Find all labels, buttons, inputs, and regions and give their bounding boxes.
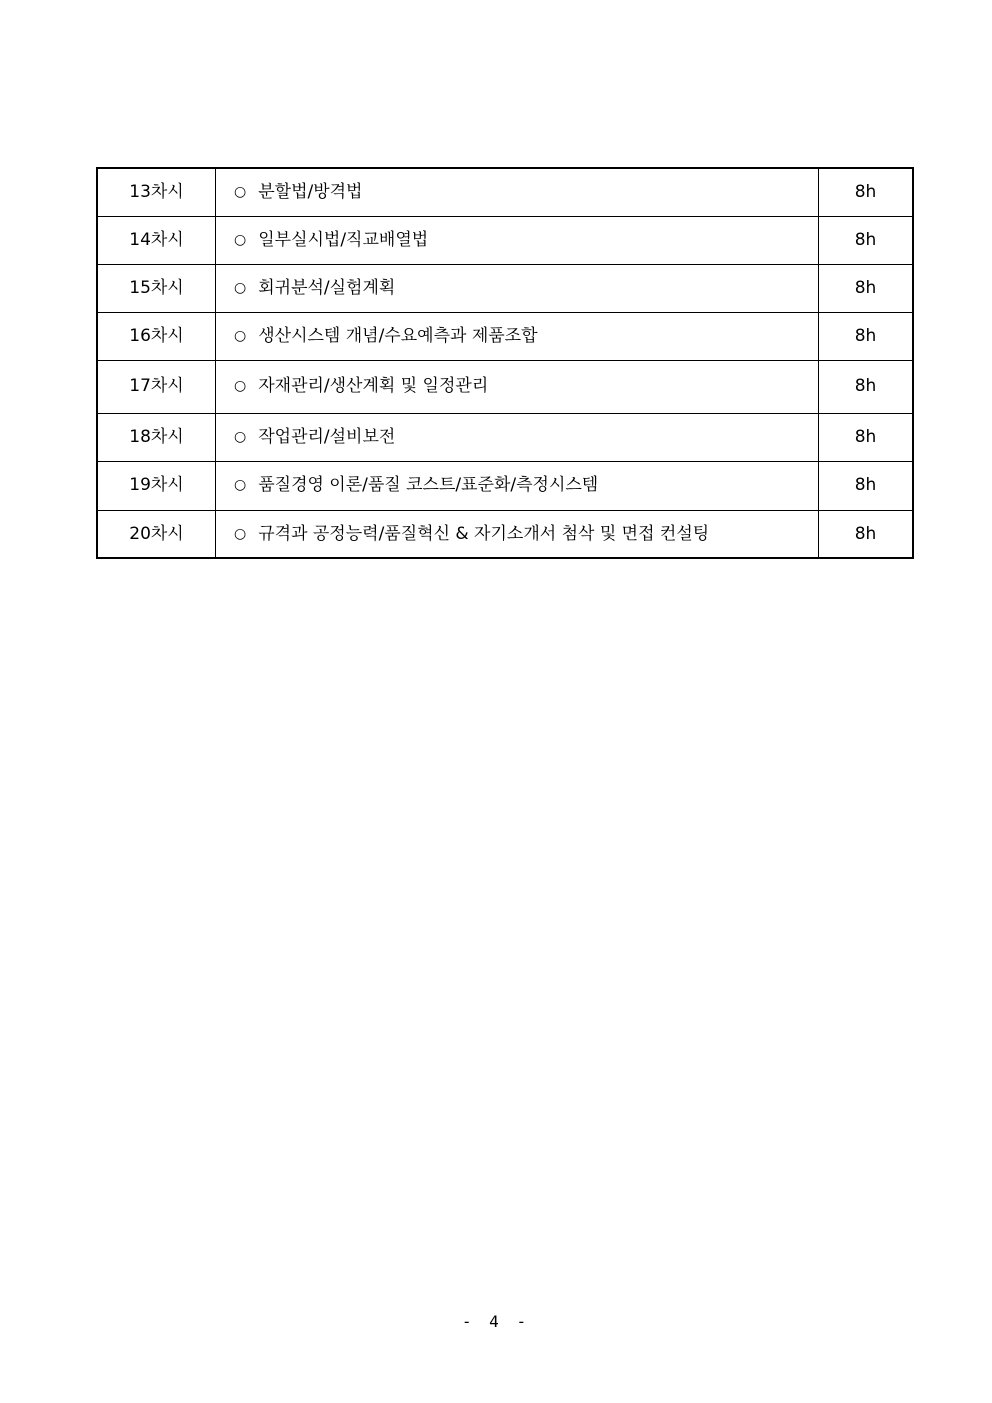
session-cell: 16차시 — [97, 312, 216, 360]
content-cell — [216, 461, 819, 510]
content-text: 작업관리/설비보전 — [258, 426, 396, 447]
session-cell: 17차시 — [97, 360, 216, 413]
session-cell: 15차시 — [97, 264, 216, 312]
hours-cell: 8h — [819, 510, 914, 558]
bullet-icon: ○ — [234, 231, 247, 248]
content-cell — [216, 264, 819, 312]
table-row — [97, 413, 913, 461]
hours-cell: 8h — [819, 312, 914, 360]
session-cell: 19차시 — [97, 461, 216, 510]
content-cell — [216, 216, 819, 264]
page-number: - 4 - — [461, 1312, 531, 1331]
table-row — [97, 312, 913, 360]
table-row — [97, 216, 913, 264]
content-cell — [216, 413, 819, 461]
content-cell — [216, 510, 819, 558]
content-cell — [216, 168, 819, 216]
hours-cell: 8h — [819, 461, 914, 510]
session-cell: 20차시 — [97, 510, 216, 558]
hours-cell: 8h — [819, 360, 914, 413]
session-cell: 18차시 — [97, 413, 216, 461]
bullet-icon: ○ — [234, 327, 247, 344]
content-text: 회귀분석/실험계획 — [258, 277, 396, 298]
table-row — [97, 168, 913, 216]
hours-cell: 8h — [819, 168, 914, 216]
table-row — [97, 264, 913, 312]
table-row — [97, 510, 913, 558]
content-cell — [216, 360, 819, 413]
content-text: 품질경영 이론/품질 코스트/표준화/측정시스템 — [258, 475, 599, 496]
session-cell: 13차시 — [97, 168, 216, 216]
content-text: 생산시스템 개념/수요예측과 제품조합 — [258, 325, 538, 346]
content-text: 규격과 공정능력/품질혁신 & 자기소개서 첨삭 및 면접 컨설팅 — [258, 523, 710, 544]
schedule-table — [96, 167, 914, 559]
content-text: 일부실시법/직교배열법 — [258, 229, 429, 250]
bullet-icon: ○ — [234, 477, 247, 494]
hours-cell: 8h — [819, 216, 914, 264]
content-cell — [216, 312, 819, 360]
content-text: 자재관리/생산계획 및 일정관리 — [258, 376, 489, 397]
session-cell: 14차시 — [97, 216, 216, 264]
bullet-icon: ○ — [234, 279, 247, 296]
bullet-icon: ○ — [234, 525, 247, 542]
hours-cell: 8h — [819, 413, 914, 461]
bullet-icon: ○ — [234, 378, 247, 395]
hours-cell: 8h — [819, 264, 914, 312]
bullet-icon: ○ — [234, 428, 247, 445]
table-row — [97, 360, 913, 413]
bullet-icon: ○ — [234, 184, 247, 201]
content-text: 분할법/방격법 — [258, 182, 363, 203]
table-row — [97, 461, 913, 510]
